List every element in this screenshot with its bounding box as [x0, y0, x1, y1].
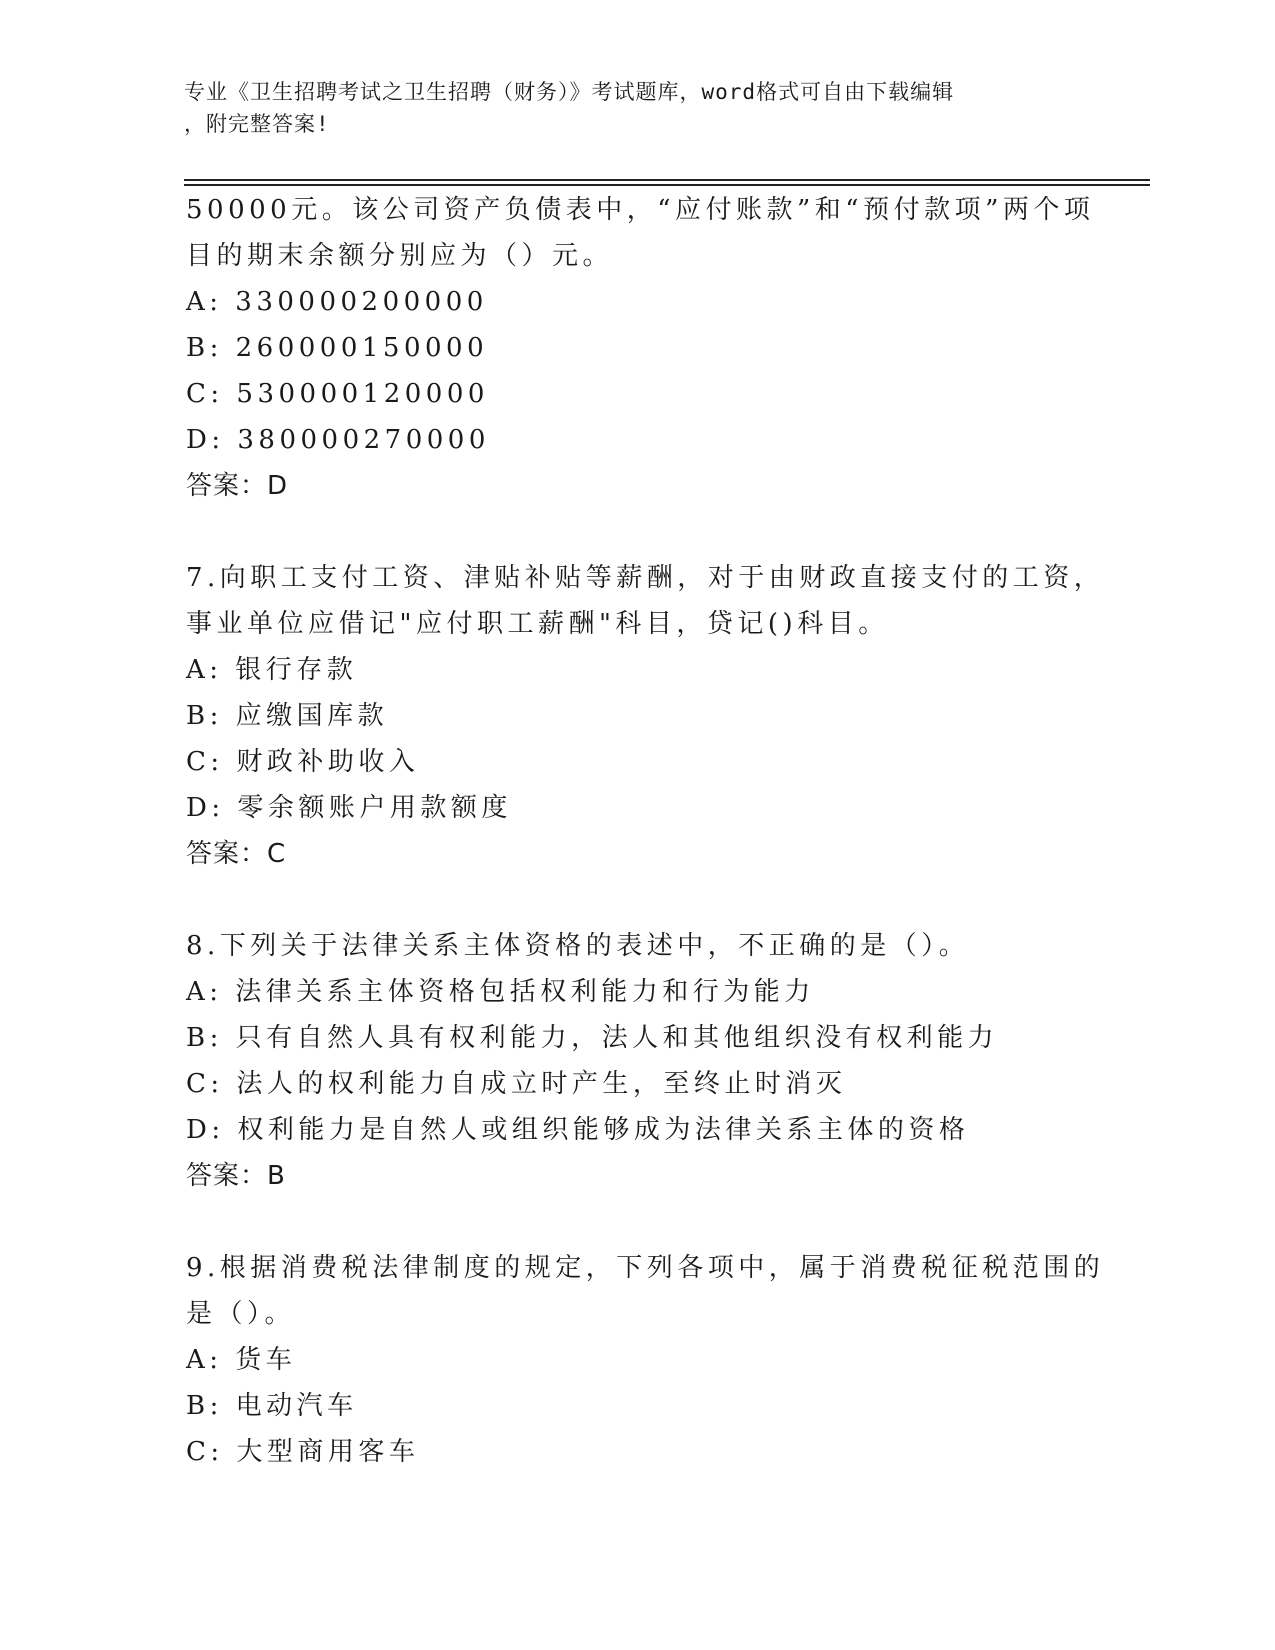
header-line-1: 专业《卫生招聘考试之卫生招聘（财务）》考试题库，word格式可自由下载编辑 — [184, 80, 955, 104]
option-c: C: 财政补助收入 — [186, 747, 420, 777]
header-divider-bottom — [184, 184, 1150, 186]
header-line-2: ，附完整答案! — [184, 112, 330, 136]
spacer — [186, 509, 1086, 555]
answer: 答案：C — [186, 839, 287, 869]
option-b: B: 只有自然人具有权利能力，法人和其他组织没有权利能力 — [186, 1023, 999, 1053]
question-9 — [186, 1245, 1105, 1475]
answer: 答案：D — [186, 471, 289, 501]
document-header — [184, 76, 1064, 140]
option-a: A: 货车 — [186, 1345, 297, 1375]
option-b: B: 260000150000 — [186, 333, 489, 363]
question-text: 目的期末余额分别应为（）元。 — [186, 241, 614, 271]
question-text: 50000元。该公司资产负债表中，“应付账款”和“预付款项”两个项 — [186, 195, 1095, 225]
document-body — [186, 187, 1105, 1475]
option-b: B: 应缴国库款 — [186, 701, 389, 731]
question-text: 事业单位应借记"应付职工薪酬"科目，贷记()科目。 — [186, 609, 889, 639]
question-7 — [186, 555, 1105, 877]
question-text: 7.向职工支付工资、津贴补贴等薪酬，对于由财政直接支付的工资， — [186, 563, 1105, 593]
option-a: A: 330000200000 — [186, 287, 488, 317]
option-b: B: 电动汽车 — [186, 1391, 358, 1421]
option-d: D: 380000270000 — [186, 425, 490, 455]
option-c: C: 法人的权利能力自成立时产生，至终止时消灭 — [186, 1069, 847, 1099]
option-c: C: 530000120000 — [186, 379, 489, 409]
answer: 答案：B — [186, 1161, 286, 1191]
option-a: A: 法律关系主体资格包括权利能力和行为能力 — [186, 977, 815, 1007]
question-6 — [186, 187, 1095, 509]
option-a: A: 银行存款 — [186, 655, 358, 685]
question-text: 是（）。 — [186, 1299, 296, 1329]
question-text: 8.下列关于法律关系主体资格的表述中，不正确的是（）。 — [186, 931, 970, 961]
option-d: D: 零余额账户用款额度 — [186, 793, 512, 823]
header-divider-top — [184, 179, 1150, 181]
question-text: 9.根据消费税法律制度的规定，下列各项中，属于消费税征税范围的 — [186, 1253, 1105, 1283]
option-d: D: 权利能力是自然人或组织能够成为法律关系主体的资格 — [186, 1115, 970, 1145]
question-8 — [186, 923, 1086, 1199]
option-c: C: 大型商用客车 — [186, 1437, 420, 1467]
spacer — [186, 1199, 1086, 1245]
spacer — [186, 877, 1086, 923]
